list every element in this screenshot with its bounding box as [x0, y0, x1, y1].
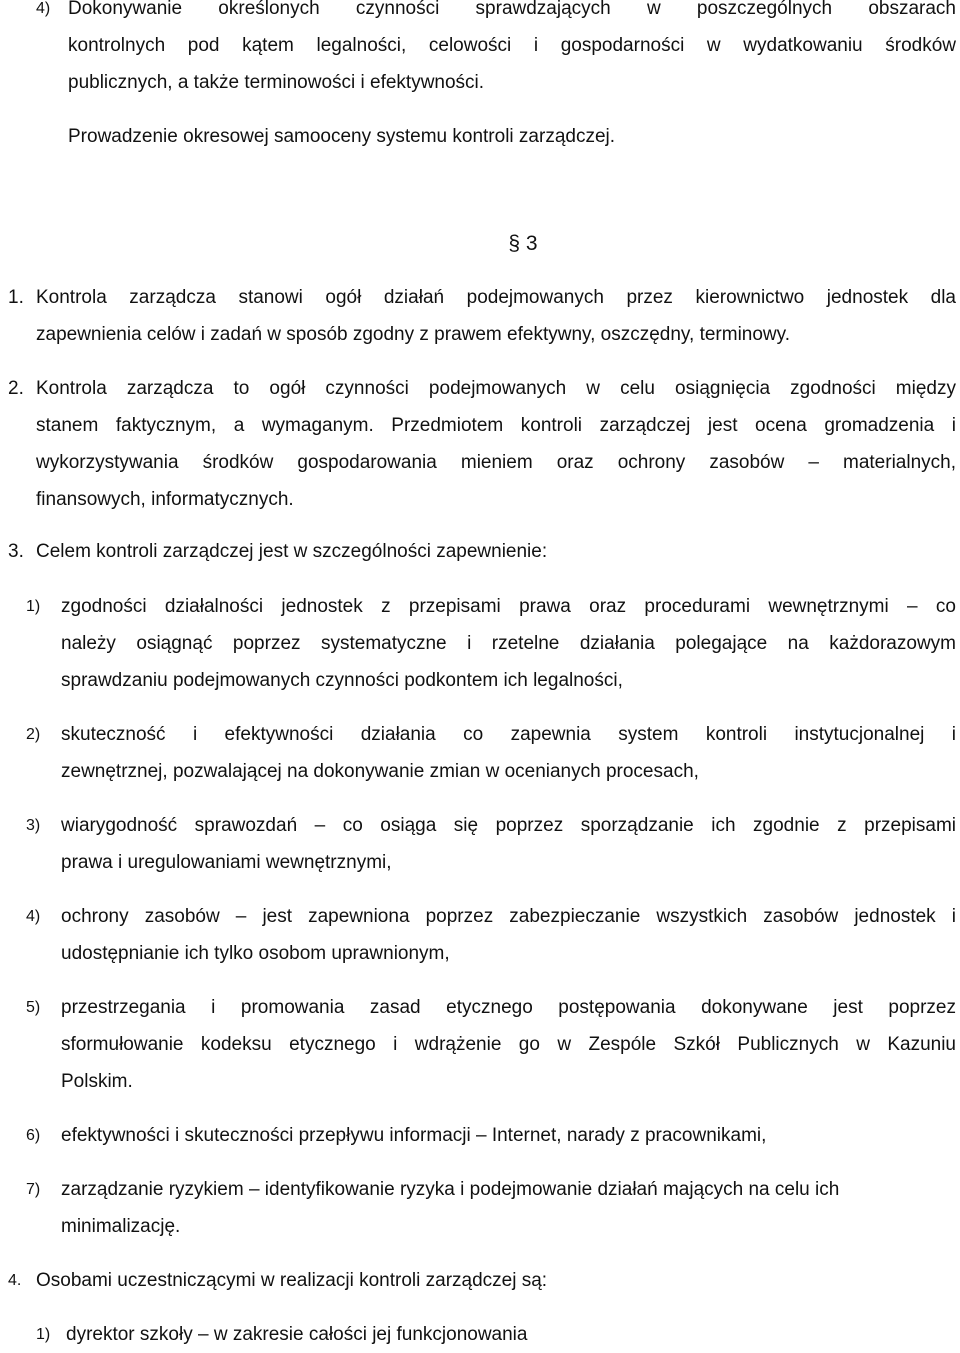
- section-heading: § 3: [508, 232, 538, 255]
- list-number: 5): [26, 999, 41, 1016]
- list-item-text: dyrektor szkoły – w zakresie całości jej funkcjonowania: [66, 1324, 528, 1345]
- paragraph-number: 2.: [8, 378, 24, 399]
- paragraph-text: [36, 279, 956, 353]
- list-item-text: efektywności i skuteczności przepływu informacji – Internet, narady z pracownikami,: [61, 1125, 767, 1146]
- list-number: 7): [26, 1181, 41, 1198]
- text-line: przestrzegania i promowania zasad etycznego postępowania dokonywane jest poprzez: [61, 997, 956, 1018]
- text-line: zewnętrznej, pozwalającej na dokonywanie zmian w ocenianych procesach,: [61, 761, 699, 782]
- text-line: ochrony zasobów – jest zapewniona poprzez zabezpieczanie wszystkich zasobów jednostek i: [61, 906, 956, 927]
- text-line: kontrolnych pod kątem legalności, celowości i gospodarności w wydatkowaniu środków: [68, 35, 956, 56]
- text-line: wiarygodność sprawozdań – co osiąga się poprzez sporządzanie ich zgodnie z przepisami: [61, 815, 956, 836]
- text-line: sformułowanie kodeksu etycznego i wdrążenie go w Zespóle Szkół Publicznych w Kazuniu: [61, 1034, 956, 1055]
- paragraph-text: Celem kontroli zarządczej jest w szczególności zapewnienie:: [36, 541, 548, 562]
- text-line: skuteczność i efektywności działania co zapewnia system kontroli instytucjonalnej i: [61, 724, 956, 745]
- paragraph-number: 4.: [8, 1272, 22, 1289]
- text-line: publicznych, a także terminowości i efektywności.: [68, 72, 485, 93]
- intro-item-text: [68, 0, 956, 101]
- text-line: Dokonywanie określonych czynności sprawdzających w poszczególnych obszarach: [68, 0, 956, 19]
- list-item-text: [61, 989, 956, 1100]
- text-line: finansowych, informatycznych.: [36, 489, 294, 510]
- list-item-text: [61, 807, 956, 881]
- text-line: udostępnianie ich tylko osobom uprawnionym,: [61, 943, 450, 964]
- text-line: Kontrola zarządcza to ogół czynności podejmowanych w celu osiągnięcia zgodności między: [36, 378, 956, 399]
- intro-extra-line: Prowadzenie okresowej samooceny systemu kontroli zarządczej.: [68, 126, 616, 147]
- list-item-text: [61, 898, 956, 972]
- text-line: zarządzanie ryzykiem – identyfikowanie ryzyka i podejmowanie działań mających na celu ich: [61, 1179, 840, 1200]
- text-line: Kontrola zarządcza stanowi ogół działań podejmowanych przez kierownictwo jednostek dla: [36, 287, 956, 308]
- text-line: prawa i uregulowaniami wewnętrznymi,: [61, 852, 392, 873]
- list-number: 2): [26, 726, 41, 743]
- text-line: zapewnienia celów i zadań w sposób zgodny z prawem efektywny, oszczędny, terminowy.: [36, 324, 791, 345]
- list-number: 1): [36, 1326, 51, 1343]
- list-number: 3): [26, 817, 41, 834]
- text-line: stanem faktycznym, a wymaganym. Przedmiotem kontroli zarządczej jest ocena gromadzenia i: [36, 415, 956, 436]
- list-number: 1): [26, 598, 41, 615]
- paragraph-text: [36, 370, 956, 407]
- paragraph-number: 1.: [8, 287, 24, 308]
- list-item-text: [61, 1171, 956, 1245]
- list-number: 4): [26, 908, 41, 925]
- text-line: zgodności działalności jednostek z przepisami prawa oraz procedurami wewnętrznymi – co: [61, 596, 956, 617]
- list-number: 4): [36, 0, 51, 17]
- list-number: 6): [26, 1127, 41, 1144]
- text-line: sprawdzaniu podejmowanych czynności podkontem ich legalności,: [61, 670, 623, 691]
- list-item-text: [61, 588, 956, 699]
- paragraph-text-cont: [36, 407, 956, 518]
- text-line: wykorzystywania środków gospodarowania mieniem oraz ochrony zasobów – materialnych,: [36, 452, 956, 473]
- list-item-text: [61, 716, 956, 790]
- text-line: minimalizację.: [61, 1216, 181, 1237]
- text-line: Polskim.: [61, 1071, 133, 1092]
- text-line: należy osiągnąć poprzez systematyczne i rzetelne działania polegające na każdorazowym: [61, 633, 956, 654]
- paragraph-number: 3.: [8, 541, 24, 562]
- paragraph-text: Osobami uczestniczącymi w realizacji kontroli zarządczej są:: [36, 1270, 548, 1291]
